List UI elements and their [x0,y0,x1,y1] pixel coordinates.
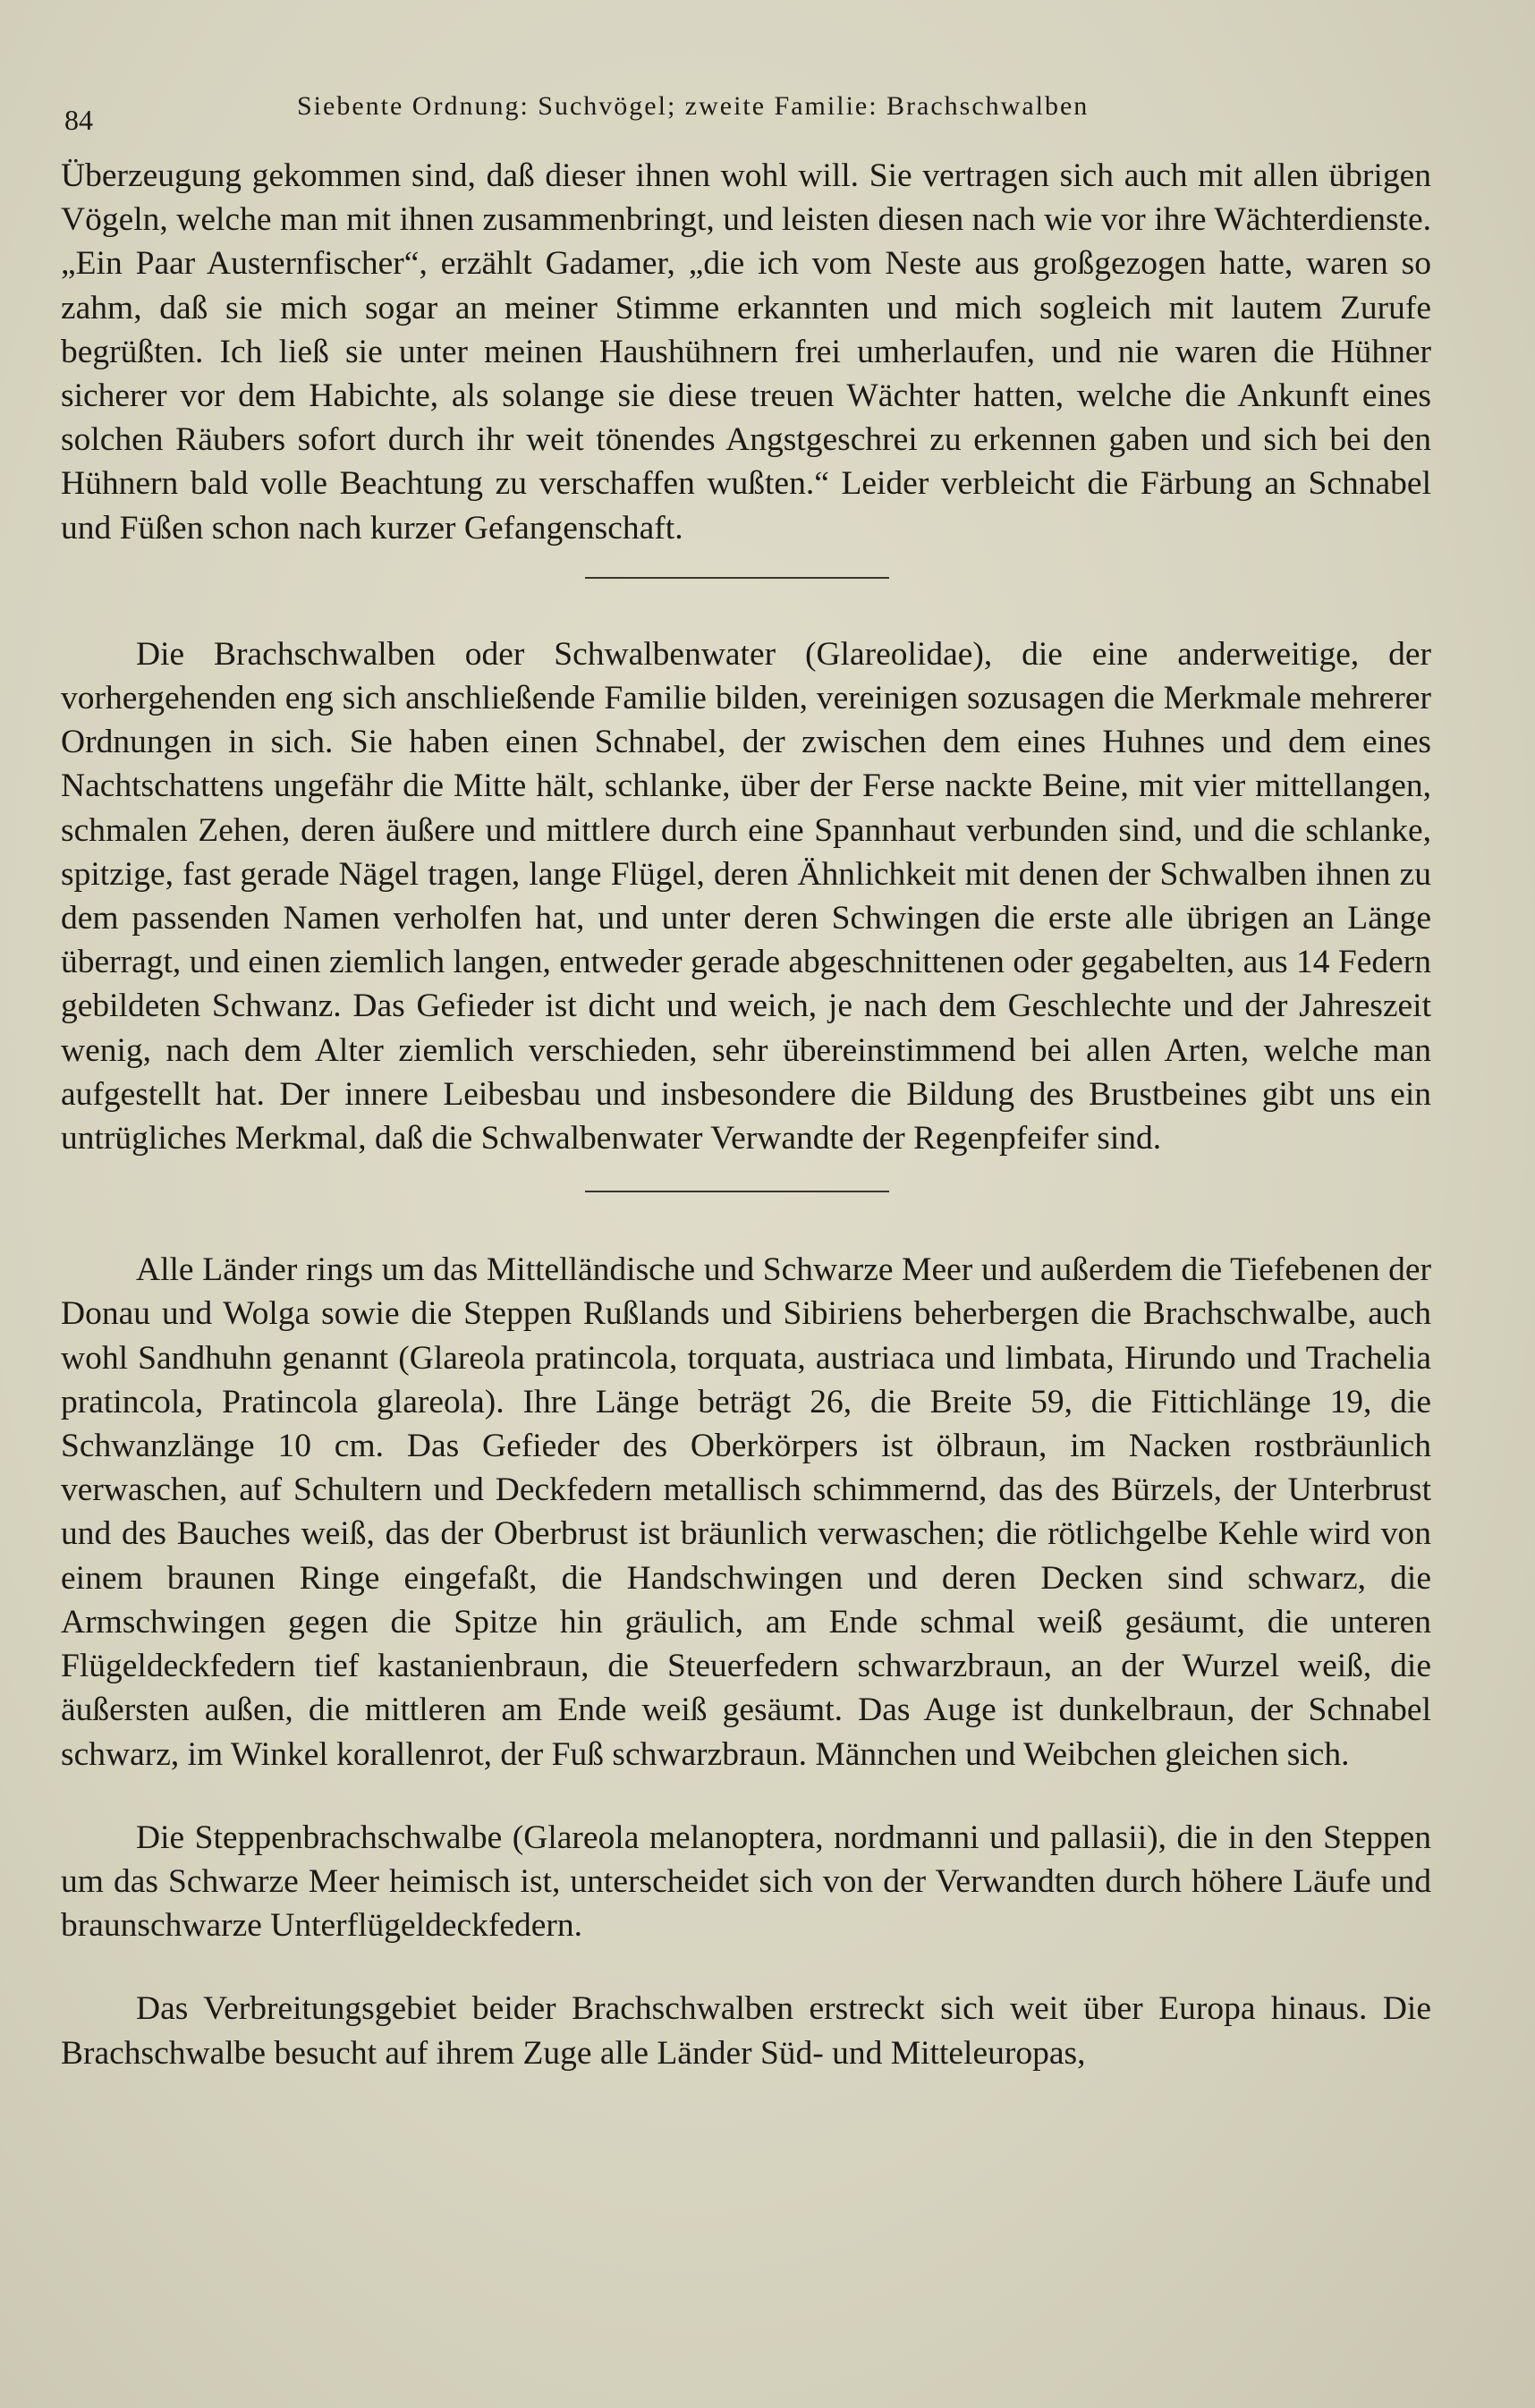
paragraph-steppenbrachschwalbe: Die Steppenbrachschwalbe (Glareola melanoptera, nordmanni und pallasii), die in den Steppen um das Schwarze Meer heimisch ist, unterscheidet sich von der Verwandten durch höhere Läufe und braunschwarze Unterflügeldeckfedern. [61,1819,1431,1945]
body-text [61,154,1431,2075]
paragraph-brachschwalbe: Alle Länder rings um das Mittelländische und Schwarze Meer und außerdem die Tiefebenen der Donau und Wolga sowie die Steppen Rußlands und Sibiriens beherbergen die Brachschwalbe, auch wohl Sandhuhn genannt (Glareola pratincola, torquata, austriaca und limbata, Hirundo und Trachelia pratincola, Pratincola glareola). Ihre Länge beträgt 26, die Breite 59, die Fittichlänge 19, die Schwanzlänge 10 cm. Das Gefieder des Oberkörpers ist ölbraun, im Nacken rostbräunlich verwaschen, auf Schultern und Deckfedern metallisch schimmernd, das des Bürzels, der Unterbrust und des Bauches weiß, das der Oberbrust ist bräunlich verwaschen; die rötlichgelbe Kehle wird von einem braunen Ringe eingefaßt, die Handschwingen und deren Decken sind schwarz, die Armschwingen gegen die Spitze hin gräulich, am Ende schmal weiß gesäumt, die unteren Flügeldeckfedern tief kastanienbraun, die Steuerfedern schwarzbraun, an der Wurzel weiß, die äußersten außen, die mittleren am Ende weiß gesäumt. Das Auge ist dunkelbraun, der Schnabel schwarz, im Winkel korallenrot, der Fuß schwarzbraun. Männchen und Weibchen gleichen sich. [61,1251,1431,1773]
paragraph-austernfischer: Überzeugung gekommen sind, daß dieser ihnen wohl will. Sie vertragen sich auch mit allen übrigen Vögeln, welche man mit ihnen zusammenbringt, und leisten diesen nach wie vor ihre Wächterdienste. „Ein Paar Austernfischer“, erzählt Gadamer, „die ich vom Neste aus großgezogen hatte, waren so zahm, daß sie mich sogar an meiner Stimme erkannten und mich sogleich mit lautem Zurufe begrüßten. Ich ließ sie unter meinen Haushühnern frei umherlaufen, und nie waren die Hühner sicherer vor dem Habichte, als solange sie diese treuen Wächter hatten, welche die Ankunft eines solchen Räubers sofort durch ihr weit tönendes Angstgeschrei zu erkennen gaben und sich bei den Hühnern bald volle Beachtung zu verschaffen wußten.“ Leider verbleicht die Färbung an Schnabel und Füßen schon nach kurzer Gefangenschaft. [61,157,1431,547]
page-number: 84 [64,104,93,136]
running-head: Siebente Ordnung: Suchvögel; zweite Familie: Brachschwalben [297,91,1090,121]
page-header [64,86,1433,140]
paragraph-verbreitung: Das Verbreitungsgebiet beider Brachschwalben erstreckt sich weit über Europa hinaus. Die Brachschwalbe besucht auf ihrem Zuge alle Länder Süd- und Mitteleuropas, [61,1990,1431,2072]
paragraph-brachschwalben-family: Die Brachschwalben oder Schwalbenwater (Glareolidae), die eine anderweitige, der vorhergehenden eng sich anschließende Familie bilden, vereinigen sozusagen die Merkmale mehrerer Ordnungen in sich. Sie haben einen Schnabel, der zwischen dem eines Huhnes und dem eines Nachtschattens ungefähr die Mitte hält, schlanke, über der Ferse nackte Beine, mit vier mittellangen, schmalen Zehen, deren äußere und mittlere durch eine Spannhaut verbunden sind, und die schlanke, spitzige, fast gerade Nägel tragen, lange Flügel, deren Ähnlichkeit mit denen der Schwalben ihnen zu dem passenden Namen verholfen hat, und unter deren Schwingen die erste alle übrigen an Länge überragt, und einen ziemlich langen, entweder gerade abgeschnittenen oder gegabelten, aus 14 Federn gebildeten Schwanz. Das Gefieder ist dicht und weich, je nach dem Geschlechte und der Jahreszeit wenig, nach dem Alter ziemlich verschieden, sehr übereinstimmend bei allen Arten, welche man aufgestellt hat. Der innere Leibesbau und insbesondere die Bildung des Brustbeines gibt uns ein untrügliches Merkmal, daß die Schwalbenwater Verwandte der Regenpfeifer sind. [61,635,1431,1157]
